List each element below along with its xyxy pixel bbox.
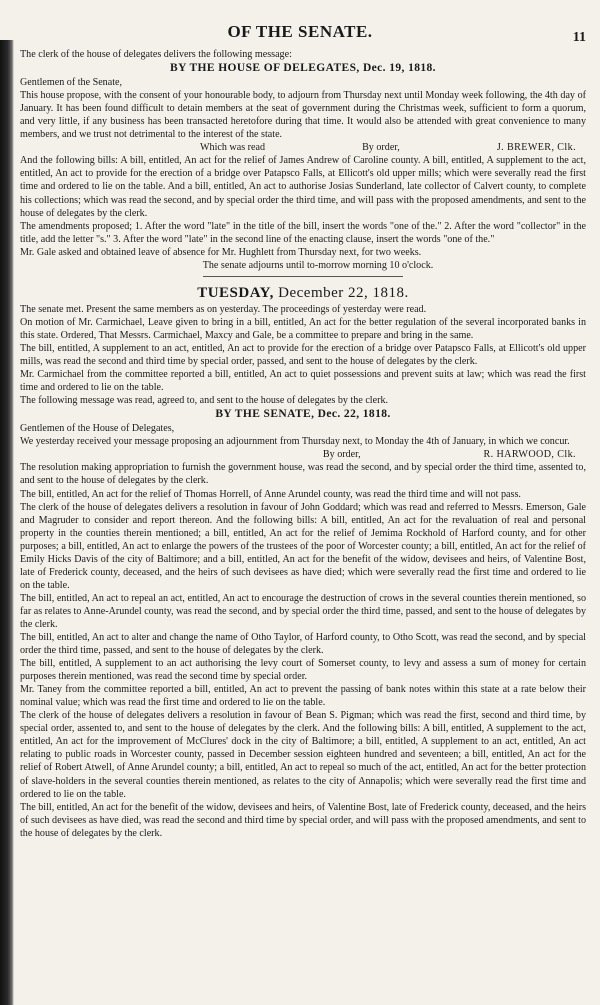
read-label: Which was read [200,142,266,154]
taney-report: Mr. Taney from the committee reported a bill, entitled, An act to prevent the passing of bank notes within this state at a rate below their nominal value; which was read the first time and ordered to lie on the table. [20,684,586,709]
day-name: TUESDAY, [197,284,274,301]
horrell-bill: The bill, entitled, An act for the relief of Thomas Horrell, of Anne Arundel county, was read the third time and will not pass. [20,488,521,500]
running-title: OF THE SENATE. [227,22,373,41]
carmichael-report: Mr. Carmichael from the committee reported a bill, entitled, An act to quiet possessions and prevent suits at law; which was read the first time and ordered to lie on the table. [20,369,586,394]
by-order-label-2: By order, [322,449,361,461]
adjourn-notice: The senate adjourns until to-morrow morning 10 o'clock. [202,259,434,271]
taylor-bill: The bill, entitled, An act to alter and change the name of Otho Taylor, of Harford county, to Otho Scott, was read the second, and by special order the third time, passed, and sent to the house of delegates by the clerk. [20,632,586,657]
salutation-senate: Gentlemen of the Senate, [20,77,123,89]
concurrence-reply: We yesterday received your message proposing an adjournment from Thursday next, to Monday the 4th of January, in which we concur. [20,436,570,448]
bills-paragraph: And the following bills: A bill, entitled, An act for the relief of James Andrew of Caroline county. A bill, entitled, A supplement to the act, entitled, An act to provide for the erection of a bridge over Patapsco Falls, at Ellicott's old upper mills; which were severally read the first time and ordered to lie on the table. And a bill, entitled, An act to authorise Josias Sunderland, late collector of Calvert county, to complete his collections; which was read the second, and by special order the third time, and will pass with the proposed amendments, and sent to the house of delegates by the clerk. [20,155,586,219]
clerk-intro: The clerk of the house of delegates delivers the following message: [20,49,292,60]
goddard-resolution: The clerk of the house of delegates delivers a resolution in favour of John Goddard; which was read and referred to Messrs. Emerson, Gale and Magruder to consider and report thereon. And the following bills: A bill, entitled, An act for the revaluation of real and personal property in the counties therein mentioned; a bill, entitled, An act for the relief of Jemima Rockhold of Harford county, and for other purposes; a bill, entitled, An act to enlarge the powers of the trustees of the poor of Worcester county; a bill, entitled, An act for the relief of Emily Hicks Davis of the city of Baltimore; and a bill, entitled, An act for the benefit of the widow, devisees and heirs, of Valentine Bost, late of Frederick county, deceased, and the heirs of such devisees as have died; which were severally read the first time and ordered to lie on the table. [20,501,586,591]
crows-bill: The bill, entitled, An act to repeal an act, entitled, An act to encourage the destruction of crows in the several counties therein mentioned, so far as relates to Anne-Arundel county, was read the second, and by special order the third time, passed, and sent to the house of delegates by the clerk. [20,592,586,630]
section-rule [203,276,403,277]
bridge-bill: The bill, entitled, A supplement to an act, entitled, An act to provide for the erection of a bridge over Patapsco Falls, at Ellicott's old upper mills, was read the second and third time by special order, passed, and sent to the house of delegates by the clerk. [20,342,586,368]
clerk-signature-brewer: J. BREWER, Clk. [496,142,576,154]
house-message-heading: BY THE HOUSE OF DELEGATES, Dec. 19, 1818. [170,62,436,75]
page-body [20,48,586,840]
by-order-line-2 [20,448,586,461]
carmichael-motion: On motion of Mr. Carmichael, Leave given to bring in a bill, entitled, An act for the better regulation of the several incorporated banks in this state. Ordered, That Messrs. Carmichael, Maxcy and Gale, be a committee to prepare and bring in the same. [20,316,586,341]
bost-bill: The bill, entitled, An act for the benefit of the widow, devisees and heirs, of Valentine Bost, late of Frederick county, deceased, and the heirs of such devisees as have died, was read the second and third time by special order, and will pass with the proposed amendments, and sent to the house of delegates by the clerk. [20,801,586,839]
day-heading [20,284,586,301]
somerset-levy-bill: The bill, entitled, A supplement to an act authorising the levy court of Somerset county, to levy and assess a sum of money for certain purposes therein mentioned, was read the second time by special order. [20,658,586,683]
senate-met: The senate met. Present the same members as on yesterday. The proceedings of yesterday were read. [20,303,427,315]
page-number: 11 [572,30,586,45]
by-order-line-1 [20,141,586,154]
senate-message-heading: BY THE SENATE, Dec. 22, 1818. [215,408,391,421]
salutation-delegates: Gentlemen of the House of Delegates, [20,423,175,435]
government-house-resolution: The resolution making appropriation to furnish the government house, was read the second, and by special order the third time, assented to, and sent to the house of delegates by the clerk. [20,462,586,487]
pigman-resolution: The clerk of the house of delegates delivers a resolution in favour of Bean S. Pigman; which was read the first, second and third time, by special order, assented to, and sent to the house of delegates by the clerk. And the following bills: A bill, entitled, A supplement to the act, entitled, An act for the improvement of McClures' dock in the city of Baltimore; a bill, entitled, A supplement to an act, entitled, An act relating to public roads in Worcester county, passed in December session eighteen hundred and seventeen; a bill, entitled, An act for the relief of Robert Atwell, of Anne Arundel county; a bill, entitled, An act to repeal so much of the act, entitled, An act for the better protection of slave-holders in the several counties therein mentioned, as relates to the city of Annapolis; which were severally read the first time and ordered to lie on the table. [20,710,586,800]
clerk-signature-harwood: R. HARWOOD, Clk. [483,449,576,461]
leave-of-absence: Mr. Gale asked and obtained leave of absence for Mr. Hughlett from Thursday next, for two weeks. [20,246,422,258]
binding-shadow [0,40,14,1005]
adjournment-message: This house propose, with the consent of your honourable body, to adjourn from Thursday next until Monday week following, the 4th day of January. It has been found difficult to detain members at the seat of government during the Christmas week, sufficient to form a quorum, and very little, if any business has been transacted heretofore during that time. It would also be attended with great convenience to many members, and we trust not detrimental to the interest of the state. [20,90,586,141]
by-order-label: By order, [362,142,400,154]
day-date: December 22, 1818. [278,284,409,301]
amendments-paragraph: The amendments proposed; 1. After the word "late" in the title of the bill, insert the words "one of the." 2. After the word "collector" in the title, add the letter "s." 3. After the word "late" in the second line of the enacting clause, insert the words "one of the." [20,220,586,245]
message-read: The following message was read, agreed to, and sent to the house of delegates by the clerk. [20,395,389,407]
